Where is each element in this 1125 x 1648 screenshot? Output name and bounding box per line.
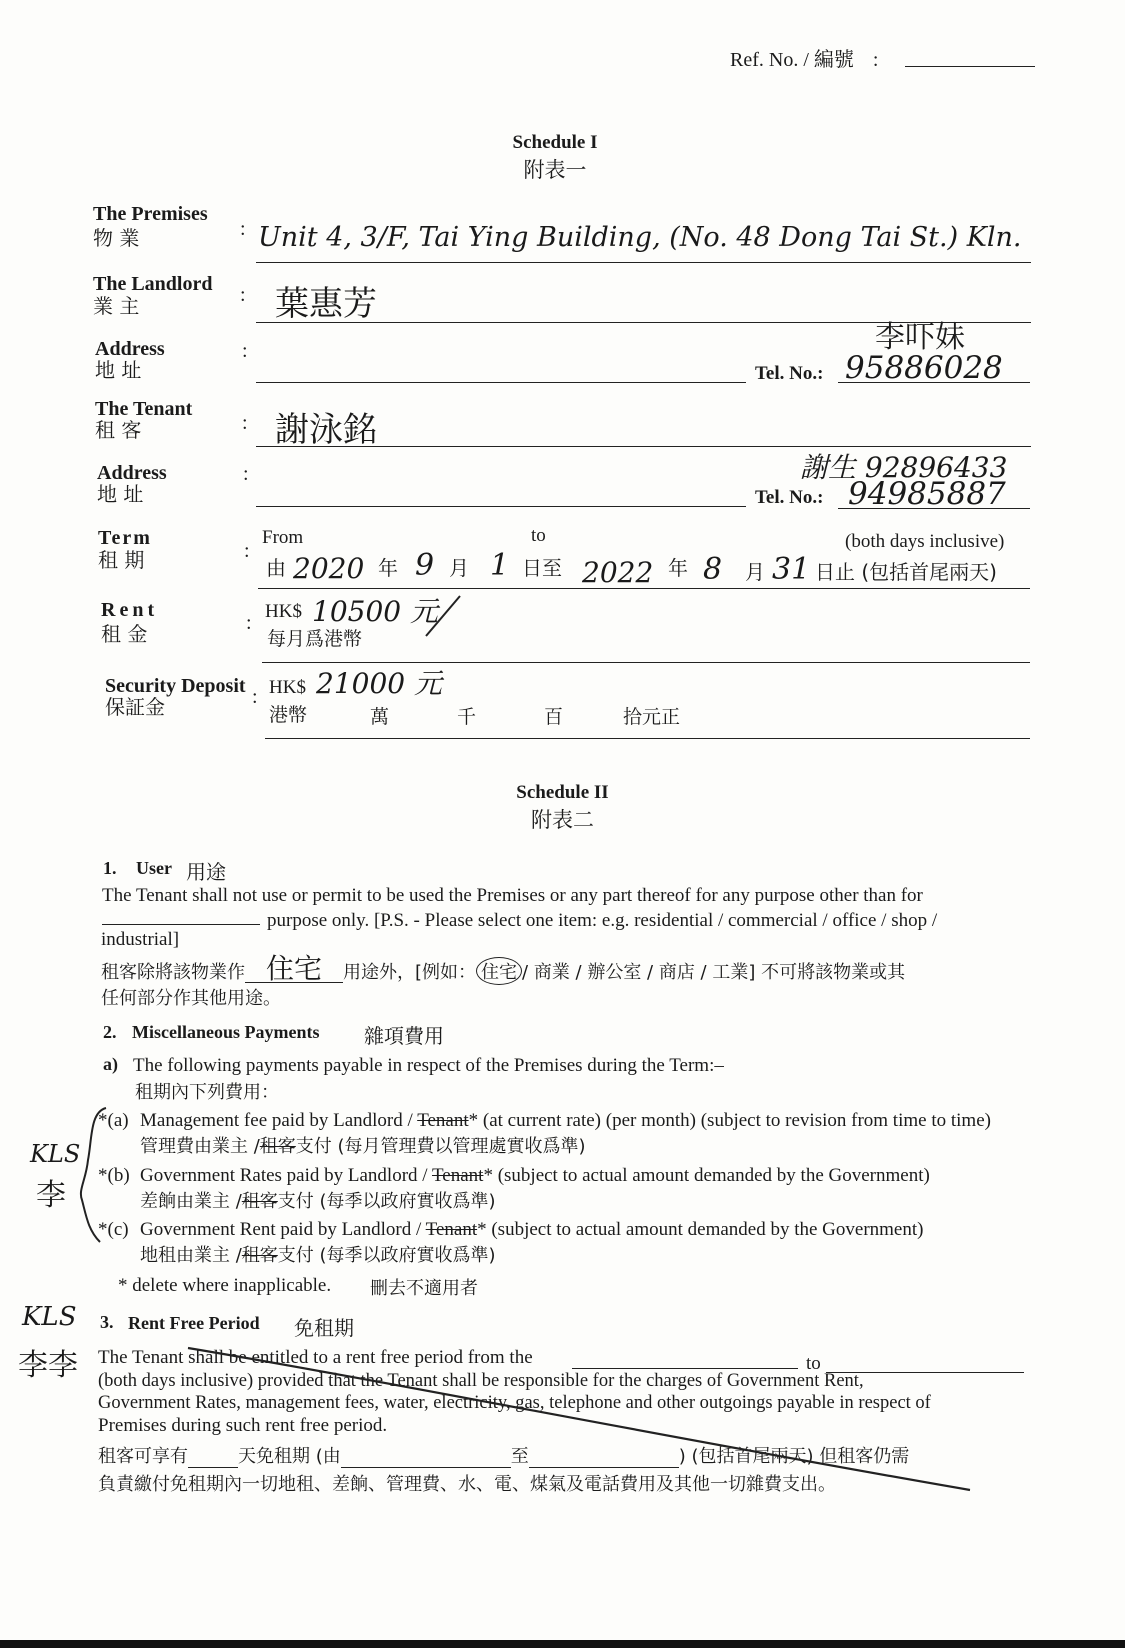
misc-item-a-zh [140,1132,586,1158]
landlord-address-label-en: Address [95,338,165,360]
premises-label-zh: 物 業 [93,226,140,250]
schedule2-title: Schedule II [516,782,609,803]
rentfree-zh1b: 天免租期 (由 [238,1446,341,1467]
tenant-label-zh: 租 客 [95,418,142,442]
misc-title: Miscellaneous Payments [132,1022,320,1042]
misc-item-b-key: *(b) [98,1165,130,1186]
rent-label-en: Rent [101,599,159,621]
tenant-address-label-en: Address [97,462,167,484]
misc-item-b-zh-post: 支付 (每季以政府實收爲準) [277,1191,496,1212]
tenant-tel-label: Tel. No.: [755,487,824,508]
rent-hk: HK$ [265,601,302,622]
term-yue1: 月 [449,556,469,580]
misc-item-c-zh-post: 支付 (每季以政府實收爲準) [277,1245,496,1266]
term-month1: 9 [415,548,435,583]
rentfree-initials: KLS [22,1302,77,1332]
user-zh1c: / 商業 / 辦公室 / 商店 / 工業] 不可將該物業或其 [522,962,906,983]
misc-item-a-key: *(a) [98,1110,129,1131]
misc-note-zh: 刪去不適用者 [370,1278,478,1299]
rentfree-text4: Premises during such rent free period. [98,1415,388,1436]
deposit-value: 21000 元 [316,667,442,700]
misc-initials: KLS [30,1140,81,1168]
tenant-tel-1: 謝生 92896433 [800,451,1008,484]
term-year2: 2022 [582,556,654,589]
user-title-zh: 用途 [186,860,226,884]
landlord-value: 葉惠芳 [275,284,377,324]
deposit-bai: 百 [544,706,564,728]
rentfree-initials-zh: 李李 [18,1348,78,1383]
term-ri-zhi: 日至 [522,556,562,580]
misc-item-b-post: * (subject to actual amount demanded by the Government) [483,1165,930,1186]
landlord-tel-label: Tel. No.: [755,363,824,384]
user-text3: industrial] [101,929,180,950]
rentfree-num: 3. [100,1312,114,1332]
term-label-zh: 租 期 [98,548,145,572]
term-colon: : [244,540,250,562]
rentfree-title: Rent Free Period [128,1313,260,1333]
landlord-address-label-zh: 地 址 [95,358,142,382]
rentfree-crossout-line [180,1340,980,1500]
term-month2: 8 [703,552,723,587]
premises-colon: : [240,218,246,240]
user-zh-use: 住宅 [245,956,343,983]
misc-item-a-zh-pre: 管理費由業主 / [140,1136,260,1157]
term-yue2: 月 [745,560,765,584]
user-blank-line [102,924,260,925]
misc-title-zh: 雜項費用 [364,1024,444,1048]
rentfree-zh2: 負責繳付免租期內一切地租、差餉、管理費、水、電、煤氣及電話費用及其他一切雜費支出。 [98,1474,836,1495]
ref-label-text: Ref. No. / 編號 [730,49,854,71]
deposit-hk: HK$ [269,677,306,698]
term-label-en: Term [98,527,152,549]
deposit-zh-hkd: 港幣 [269,704,308,726]
misc-item-a-text [140,1109,991,1132]
misc-note: * delete where inapplicable. [118,1275,332,1296]
misc-initials-zh: 李 [36,1178,66,1213]
user-zh-opt1: 住宅 [476,957,522,985]
misc-item-c-zh-pre: 地租由業主 / [140,1245,242,1266]
schedule1-title-zh: 附表一 [523,158,587,182]
term-line [258,588,1030,589]
rentfree-text1b: to [806,1353,821,1374]
landlord-tel-line [838,382,1030,383]
deposit-label-en: Security Deposit [105,675,246,697]
rentfree-text1a: The Tenant shall be entitled to a rent free period from the [98,1347,533,1368]
rent-zh: 每月爲港幣 [267,628,363,650]
deposit-shi: 拾元正 [623,706,681,728]
ref-line [905,66,1035,67]
tenant-label-en: The Tenant [95,398,193,420]
misc-item-c-zh [140,1241,496,1267]
term-year1: 2020 [293,552,365,585]
misc-bracket-mark [72,1100,112,1250]
ref-label [730,48,878,72]
tenant-address-label-zh: 地 址 [97,482,144,506]
misc-item-c-post: * (subject to actual amount demanded by the Government) [477,1219,924,1240]
misc-item-b-struck: Tenant [432,1165,484,1186]
term-day2: 31 [772,552,811,587]
misc-item-c-text [140,1218,923,1241]
landlord-address-line [256,382,746,383]
misc-item-c-pre: Government Rent paid by Landlord / [140,1219,422,1240]
misc-a-text: The following payments payable in respect of the Premises during the Term:– [133,1055,724,1076]
misc-item-a-zh-post: 支付 (每月管理費以管理處實收爲準) [295,1136,586,1157]
user-zh1 [101,952,906,985]
misc-item-b-pre: Government Rates paid by Landlord / [140,1165,428,1186]
tenant-tel-line [838,508,1030,509]
rentfree-zh1c: 至 [510,1446,529,1467]
rent-label-zh: 租 金 [101,622,148,646]
misc-item-c-zh-struck: 租客 [241,1245,278,1266]
deposit-wan: 萬 [370,706,390,728]
misc-item-a-struck: Tenant [417,1110,469,1131]
misc-item-c-struck: Tenant [425,1219,478,1240]
misc-item-b-zh [140,1187,496,1213]
misc-item-b-zh-struck: 租客 [241,1191,278,1212]
term-day1: 1 [490,548,510,583]
landlord-address-colon: : [242,340,248,362]
misc-item-a-pre: Management fee paid by Landlord / [140,1110,413,1131]
user-text1: The Tenant shall not use or permit to be used the Premises or any part thereof for any purpose other than for [102,885,923,906]
term-you: 由 [266,556,286,580]
premises-label-en: The Premises [93,203,208,225]
landlord-label-en: The Landlord [93,273,213,295]
rentfree-zh1d: ) (包括首尾兩天) 但租客仍需 [678,1446,910,1467]
term-inclusive: (both days inclusive) [845,531,1005,552]
tenant-tel-2: 94985887 [848,476,1006,512]
rent-value: 10500 元 [312,595,438,628]
misc-num: 2. [103,1022,117,1042]
landlord-tel-value: 95886028 [845,350,1003,386]
tenant-address-line [256,506,746,507]
deposit-line [265,738,1030,739]
user-num: 1. [103,858,117,878]
ref-colon: : [872,49,879,71]
rent-colon: : [246,612,252,634]
tenant-address-colon: : [243,463,249,485]
user-zh1b: 用途外，[例如： [343,962,477,983]
rentfree-text3: Government Rates, management fees, water, electricity, gas, telephone and other outgoings payable in respect of [98,1393,931,1413]
user-text2: purpose only. [P.S. - Please select one item: e.g. residential / commercial / office / shop / [267,910,938,931]
misc-item-a-zh-struck: 租客 [259,1136,296,1157]
misc-a-num: a) [103,1054,118,1074]
term-nian2: 年 [668,556,688,580]
landlord-label-zh: 業 主 [93,294,140,318]
schedule2-title-zh: 附表二 [531,808,594,832]
landlord-tel-name: 李吓妹 [875,320,965,355]
landlord-colon: : [240,284,246,306]
rentfree-title-zh: 免租期 [294,1316,354,1340]
misc-a-zh: 租期內下列費用： [135,1082,279,1103]
user-title: User [136,858,172,878]
tenant-value: 謝泳銘 [275,410,377,450]
tenant-colon: : [242,412,248,434]
rentfree-text2: (both days inclusive) provided that the Tenant shall be responsible for the charges of Government Rent, [98,1371,864,1391]
term-ri-end: 日止 (包括首尾兩天) [815,560,997,584]
term-from: From [262,527,304,548]
term-to: to [531,525,546,546]
misc-item-c-key: *(c) [98,1219,129,1240]
misc-item-a-post: * (at current rate) (per month) (subject to revision from time to time) [468,1110,991,1131]
schedule1-title: Schedule I [512,132,598,153]
misc-item-b-text [140,1164,930,1187]
deposit-colon: : [252,686,258,708]
deposit-label-zh: 保証金 [105,695,165,719]
rentfree-zh1a: 租客可享有 [98,1446,188,1467]
user-zh1a: 租客除將該物業作 [101,962,245,983]
premises-line [256,262,1031,263]
premises-value: Unit 4, 3/F, Tai Ying Building, (No. 48 Dong Tai St.) Kln. [258,222,1022,253]
rent-slash-mark [420,592,464,640]
term-nian1: 年 [378,556,398,580]
deposit-qian: 千 [457,706,477,728]
misc-item-b-zh-pre: 差餉由業主 / [140,1191,242,1212]
user-zh2: 任何部分作其他用途。 [101,988,281,1009]
scan-edge [0,1640,1125,1648]
